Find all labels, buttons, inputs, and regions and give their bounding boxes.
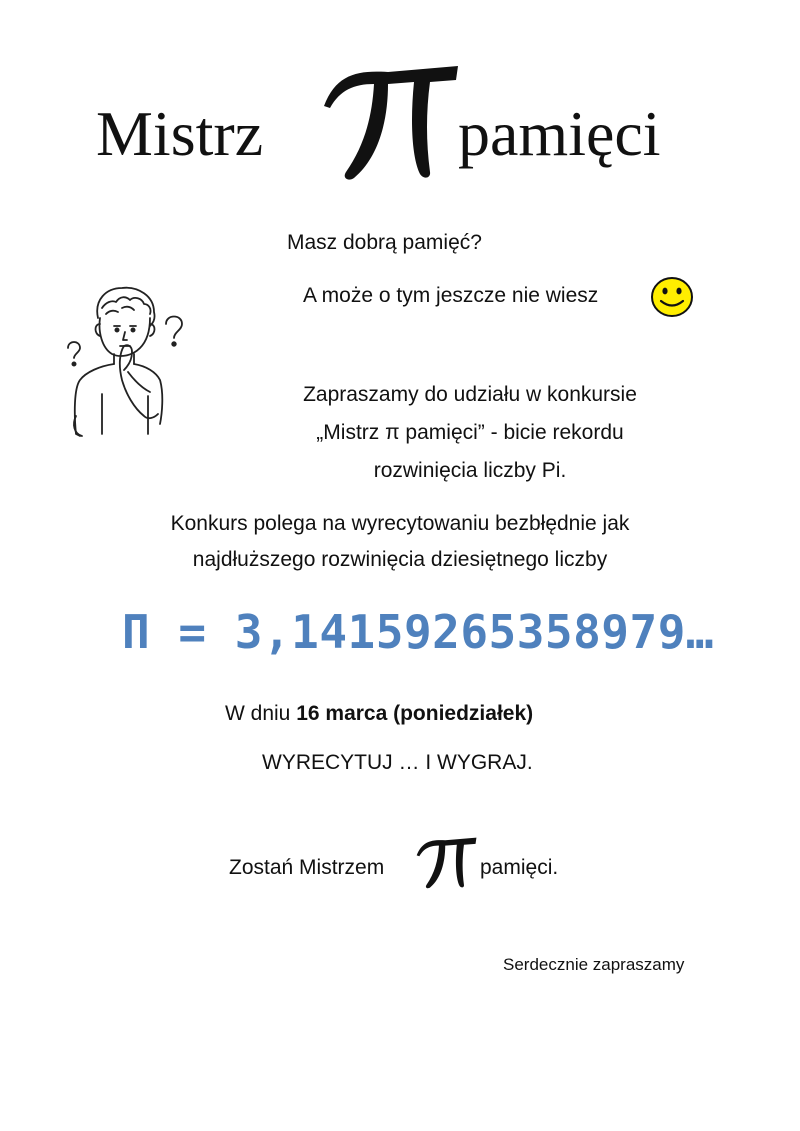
title-right: pamięci <box>458 98 661 169</box>
invite-line-2: „Mistrz π pamięci” - bicie rekordu <box>316 421 624 444</box>
intro-line-2: A może o tym jeszcze nie wiesz <box>303 284 599 307</box>
pi-symbol-icon <box>318 62 466 184</box>
become-left: Zostań Mistrzem <box>229 856 385 879</box>
intro-line-1: Masz dobrą pamięć? <box>287 231 482 254</box>
date-bold: 16 marca (poniedziałek) <box>296 702 534 725</box>
pi-value: Π = 3,14159265358979… <box>122 605 715 659</box>
slogan: WYRECYTUJ … I WYGRAJ. <box>262 751 533 774</box>
date-prefix: W dniu <box>225 702 297 725</box>
thinking-person-icon <box>62 284 194 454</box>
small-pi-symbol-icon <box>414 834 480 892</box>
date-line <box>225 703 533 724</box>
closing-text: Serdecznie zapraszamy <box>503 955 685 974</box>
invite-line-1: Zapraszamy do udziału w konkursie <box>303 383 637 406</box>
rules-line-1: Konkurs polega na wyrecytowaniu bezbłędnie jak <box>170 512 630 535</box>
rules-line-2: najdłuższego rozwinięcia dziesiętnego liczby <box>192 548 608 571</box>
become-right: pamięci. <box>480 856 559 879</box>
smiley-face-icon <box>650 276 694 318</box>
invite-line-3: rozwinięcia liczby Pi. <box>373 459 567 482</box>
title-left: Mistrz <box>96 98 264 169</box>
